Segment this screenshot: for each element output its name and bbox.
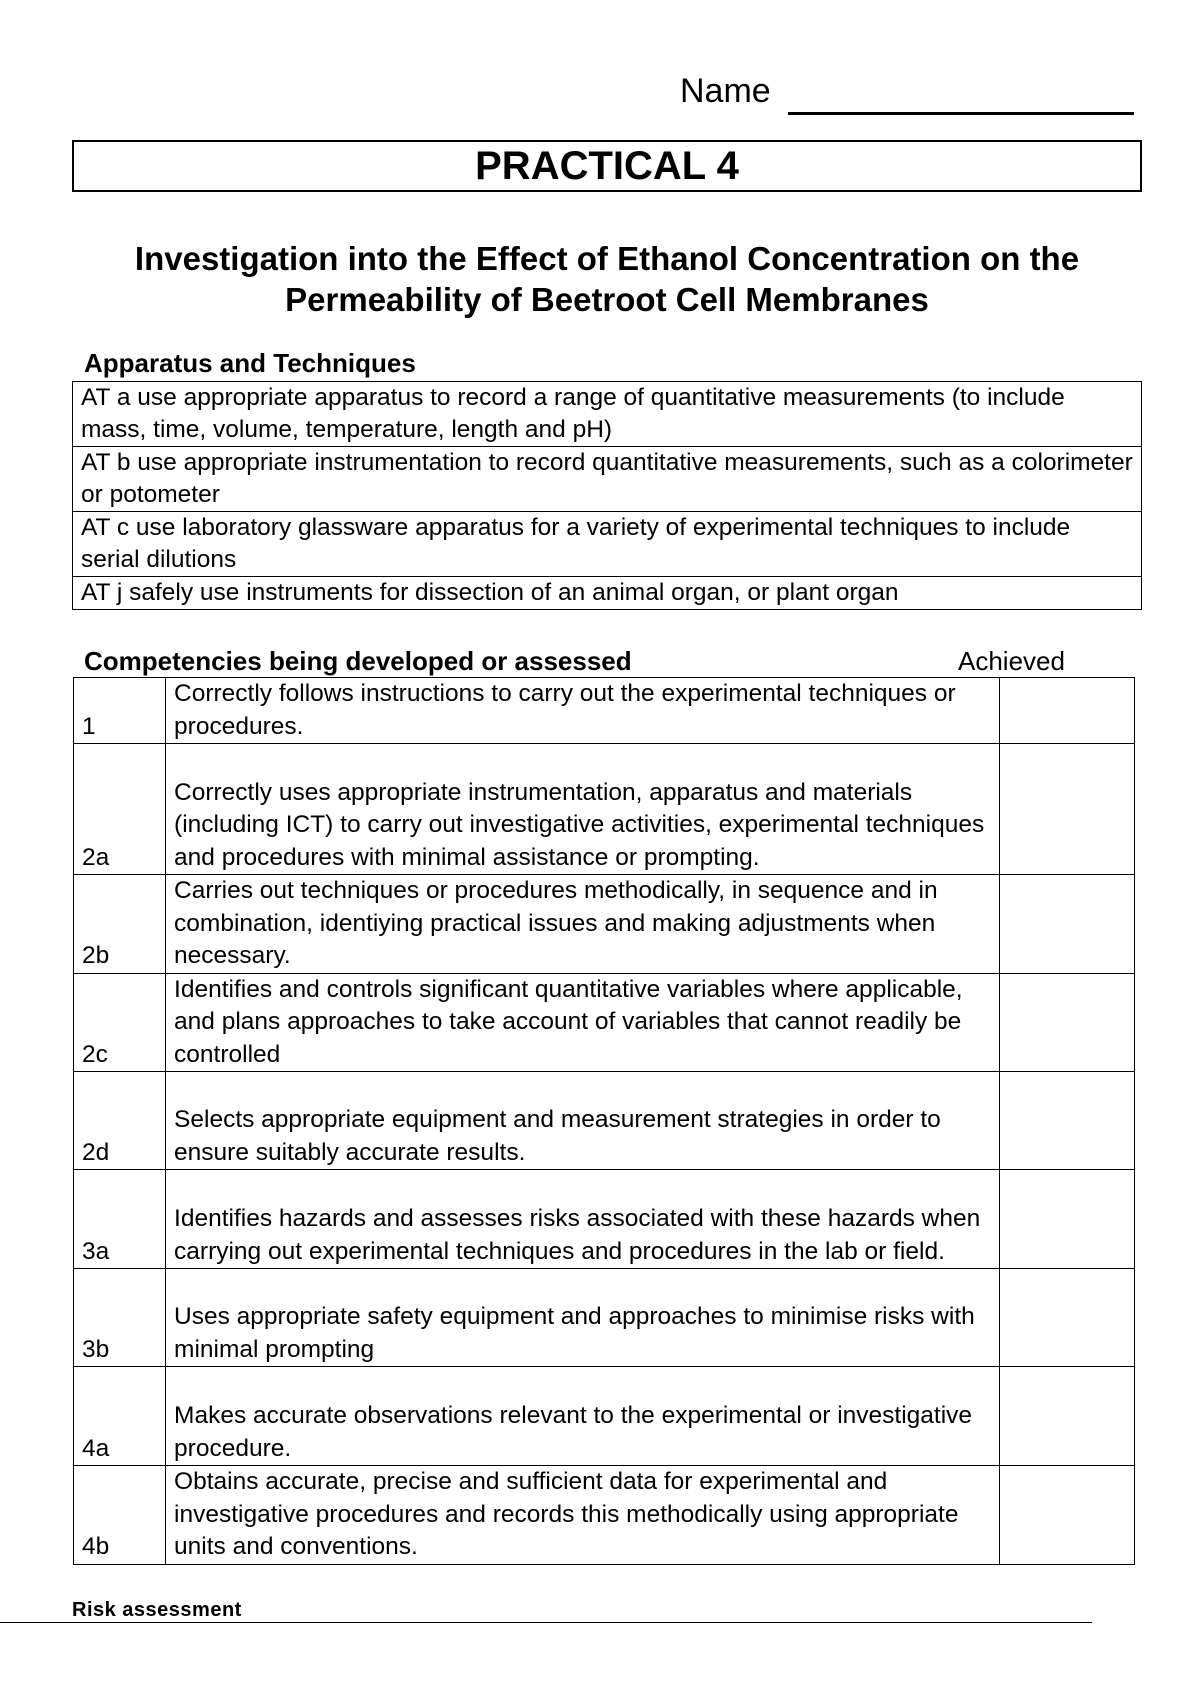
achieved-cell[interactable] <box>1000 1269 1135 1367</box>
achieved-cell[interactable] <box>1000 1367 1135 1466</box>
competency-row <box>74 1367 1135 1466</box>
achieved-cell[interactable] <box>1000 973 1135 1072</box>
name-write-in-line[interactable] <box>788 112 1134 115</box>
apparatus-table <box>72 381 1142 610</box>
apparatus-item: AT c use laboratory glassware apparatus for a variety of experimental techniques to include serial dilutions <box>73 512 1142 577</box>
competency-code: 4a <box>74 1367 166 1466</box>
page-subtitle: Investigation into the Effect of Ethanol Concentration on the Permeability of Beetroot Cell Membranes <box>134 240 1080 318</box>
achieved-cell[interactable] <box>1000 744 1135 875</box>
competency-row <box>74 1269 1135 1367</box>
apparatus-row <box>73 512 1142 577</box>
competency-row <box>74 678 1135 744</box>
competency-row <box>74 1170 1135 1269</box>
competency-row <box>74 744 1135 875</box>
competencies-table <box>73 677 1135 1565</box>
achieved-heading: Achieved <box>958 646 1065 676</box>
achieved-cell[interactable] <box>1000 1466 1135 1565</box>
apparatus-item: AT j safely use instruments for dissection of an animal organ, or plant organ <box>73 577 1142 610</box>
competency-text: Selects appropriate equipment and measurement strategies in order to ensure suitably accurate results. <box>166 1072 1000 1170</box>
risk-assessment-rule <box>0 1622 1092 1623</box>
competency-code: 4b <box>74 1466 166 1565</box>
name-row <box>680 72 1140 122</box>
achieved-cell[interactable] <box>1000 678 1135 744</box>
competency-code: 2c <box>74 973 166 1072</box>
competency-code: 2d <box>74 1072 166 1170</box>
achieved-cell[interactable] <box>1000 1072 1135 1170</box>
competency-text: Uses appropriate safety equipment and approaches to minimise risks with minimal prompting <box>166 1269 1000 1367</box>
competency-row <box>74 1466 1135 1565</box>
competencies-heading: Competencies being developed or assessed <box>84 646 632 676</box>
competency-code: 1 <box>74 678 166 744</box>
risk-assessment-label: Risk assessment <box>72 1599 242 1621</box>
competency-code: 3b <box>74 1269 166 1367</box>
competency-code: 3a <box>74 1170 166 1269</box>
competency-text: Correctly follows instructions to carry out the experimental techniques or procedures. <box>166 678 1000 744</box>
competency-text: Obtains accurate, precise and sufficient data for experimental and investigative procedures and records this methodically using appropriate units and conventions. <box>166 1466 1000 1565</box>
apparatus-row <box>73 447 1142 512</box>
apparatus-row <box>73 577 1142 610</box>
achieved-cell[interactable] <box>1000 875 1135 974</box>
competency-code: 2a <box>74 744 166 875</box>
competency-text: Correctly uses appropriate instrumentation, apparatus and materials (including ICT) to carry out investigative activities, experimental techniques and procedures with minimal assistance or prompting. <box>166 744 1000 875</box>
apparatus-item: AT b use appropriate instrumentation to record quantitative measurements, such as a colorimeter or potometer <box>73 447 1142 512</box>
apparatus-row <box>73 382 1142 447</box>
competency-text: Identifies and controls significant quantitative variables where applicable, and plans approaches to take account of variables that cannot readily be controlled <box>166 973 1000 1072</box>
competency-row <box>74 973 1135 1072</box>
competency-text: Carries out techniques or procedures methodically, in sequence and in combination, identiying practical issues and making adjustments when necessary. <box>166 875 1000 974</box>
competency-text: Identifies hazards and assesses risks associated with these hazards when carrying out experimental techniques and procedures in the lab or field. <box>166 1170 1000 1269</box>
apparatus-heading: Apparatus and Techniques <box>84 348 416 378</box>
apparatus-item: AT a use appropriate apparatus to record a range of quantitative measurements (to include mass, time, volume, temperature, length and pH) <box>73 382 1142 447</box>
competency-row <box>74 875 1135 974</box>
competency-row <box>74 1072 1135 1170</box>
page-title: PRACTICAL 4 <box>72 140 1142 192</box>
competency-code: 2b <box>74 875 166 974</box>
competency-text: Makes accurate observations relevant to the experimental or investigative procedure. <box>166 1367 1000 1466</box>
name-label: Name <box>680 72 771 110</box>
achieved-cell[interactable] <box>1000 1170 1135 1269</box>
